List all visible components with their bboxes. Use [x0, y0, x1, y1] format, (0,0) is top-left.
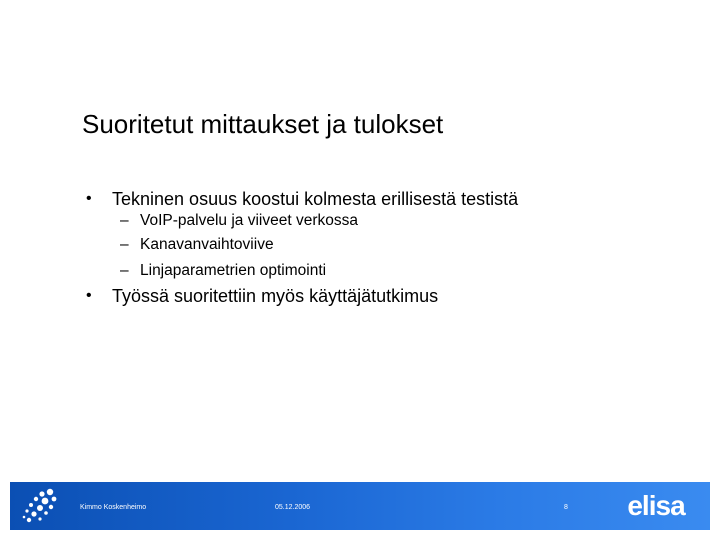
footer-author: Kimmo Koskenheimo — [80, 504, 147, 511]
sub-bullet-marker: – — [120, 236, 129, 253]
bullet-text: Työssä suoritettiin myös käyttäjätutkimus — [112, 286, 439, 306]
sub-bullet-marker: – — [120, 262, 129, 279]
bullet-text: Tekninen osuus koostui kolmesta erillisestä testistä — [112, 189, 519, 209]
sub-bullet-text: Linjaparametrien optimointi — [140, 262, 327, 279]
footer-date: 05.12.2006 — [275, 504, 311, 511]
elisa-logo-text: elisa — [627, 490, 685, 521]
slide-title: Suoritetut mittaukset ja tulokset — [82, 109, 444, 139]
elisa-logo — [622, 490, 690, 522]
footer-page-number: 8 — [564, 504, 568, 511]
sub-bullet-text: VoIP-palvelu ja viiveet verkossa — [140, 212, 358, 229]
bullet-marker: • — [86, 190, 92, 207]
footer-bar — [10, 482, 710, 530]
sub-bullet-text: Kanavanvaihtoviive — [140, 236, 274, 253]
sub-bullet-marker: – — [120, 212, 129, 229]
dots-logo-icon — [20, 486, 60, 526]
bullet-marker: • — [86, 287, 92, 304]
